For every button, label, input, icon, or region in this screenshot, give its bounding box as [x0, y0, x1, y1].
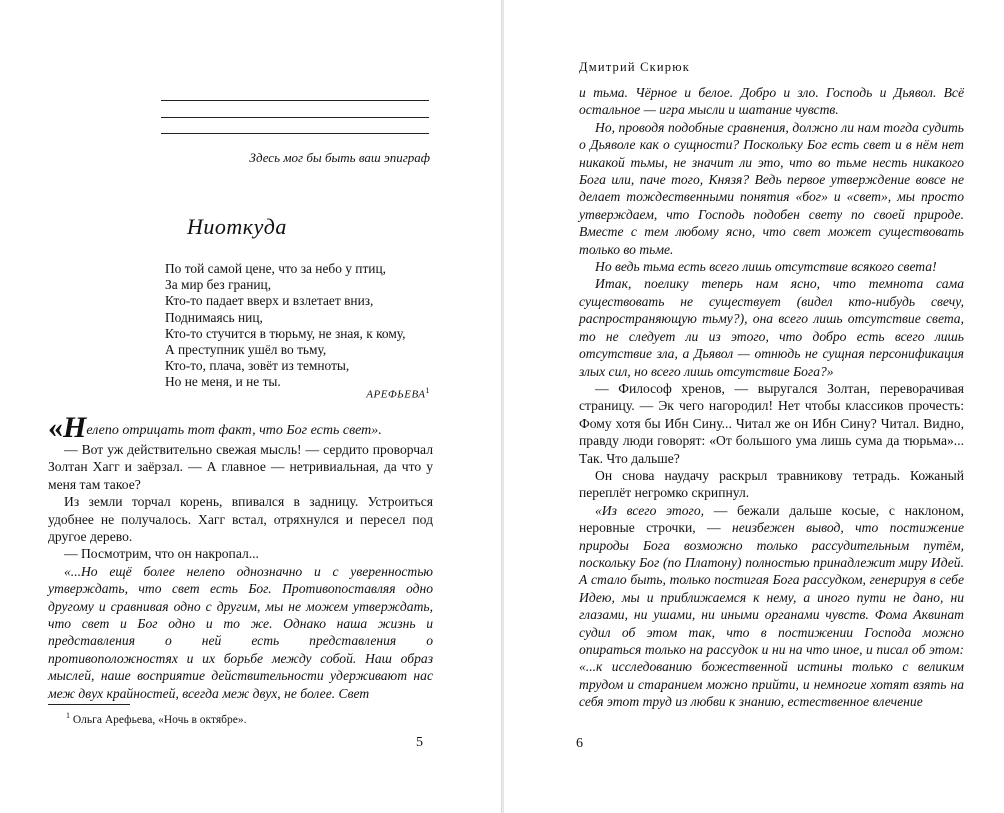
epigraph-line [161, 133, 429, 134]
paragraph-italic-part: неизбежен вывод, что постижение природы Бога возможно только рассудительным путём, поскольку Бог (по Платону) полностью принадлежит миру Идей. А стало быть, только постигая Бога рассудком, генерируя в себе Идею, мы и приближаемся к нему, а иного пути не дано, ни глазами, ни ушами, ни иными органами чувств. Фома Аквинат судил об этом так, что в постижении Господа можно опираться только на рассудок и ни на что иное, и писал об этом: «...к исследованию божественной истины только с великим трудом и старанием можно прийти, и немногие хотят взять на себя этот труд из любви к знанию, естественное влечение [579, 520, 964, 710]
paragraph: Из земли торчал корень, впивался в задницу. Устроиться удобнее не получалось. Хагг встал, отряхнулся и пересел под другое дерево. [48, 494, 433, 545]
paragraph-plain-part: — бежали дальше косые, с наклоном, неровные строчки, — [579, 502, 964, 536]
poem-line: Но не меня, и не ты. [165, 374, 281, 390]
paragraph-italic-part: «Из всего этого, [595, 502, 705, 518]
poem [165, 261, 406, 391]
right-body-text [579, 84, 964, 711]
big-quote-mark: « [48, 411, 63, 444]
footnote [66, 711, 247, 726]
paragraph-italic: и тьма. Чёрное и белое. Добро и зло. Господь и Дьявол. Всё остальное — игра мысли и шатание чувств. [579, 85, 964, 118]
opening-quote [48, 411, 382, 445]
page-number: 6 [576, 736, 583, 751]
drop-cap: Н [63, 411, 87, 444]
epigraph-line [161, 100, 429, 101]
poem-author [300, 386, 430, 401]
paragraph-italic: Но ведь тьма есть всего лишь отсутствие всякого света! [595, 259, 937, 275]
paragraph-italic: «...Но ещё более нелепо однозначно и с уверенностью утверждать, что свет есть Бог. Противопоставляя одно другому и сравнивая одно с другим, мы не можем утверждать, что свет и Бог одно и то же. Однако наша жизнь и представления о ней есть представления о противоположностях и их борьбе между собой. Наш образ мыслей, наше восприятие действительности удерживают нас меж двух крайностей, всегда меж двух, не более. Свет [48, 563, 433, 701]
poem-line: Кто-то, плача, зовёт из темноты, [165, 358, 350, 374]
right-page [503, 0, 1004, 813]
poem-line: А преступник ушёл во тьму, [165, 342, 327, 358]
paragraph-italic: Но, проводя подобные сравнения, должно ли нам тогда судить о Дьяволе как о сущности? Поскольку Бог есть свет и в нём нет никакой тьмы, не значит ли это, что во тьме несть никакого Бога или, паче того, Князя? Ведь первое утверждение вовсе не делает тождественными понятия «бог» и «свет», мы просто утверждаем, что Господь подобен свету по своей природе. Вместе с тем любому ясно, что свет может существовать только во тьме. [579, 119, 964, 257]
poem-line: За мир без границ, [165, 277, 272, 293]
paragraph: Он снова наудачу раскрыл травникову тетрадь. Кожаный переплёт негромко скрипнул. [579, 467, 964, 501]
poem-line: Кто-то стучится в тюрьму, не зная, к кому, [165, 325, 406, 341]
footnote-number: 1 [66, 711, 70, 720]
opening-quote-text: елепо отрицать тот факт, что Бог есть свет». [86, 423, 382, 438]
paragraph: — Философ хренов, — выругался Золтан, переворачивая страницу. — Эк чего нагородил! Нет чтобы классиков прочесть: Фому хотя бы Ибн Сину... Читал же он Ибн Сину? Читал. Видно, правду люди говорят: «От большого ума лишь сума да тюрьма»... Так. Что дальше? [579, 380, 964, 466]
epigraph-line [161, 117, 429, 118]
page-number: 5 [416, 735, 423, 750]
poem-line: Кто-то падает вверх и взлетает вниз, [165, 293, 374, 309]
paragraph-italic: Итак, поелику теперь нам ясно, что темнота сама существовать не существует (видел кто-нибудь свечу, распространяющую тьму?), она всего лишь отсутствие света, то не следует ли из этого, что добро есть всего лишь отсутствие зла, а Дьявол — отнюдь не сущная персонификация злых сил, но всего лишь отсутствие Бога?» [579, 276, 964, 379]
chapter-title: Ниоткуда [187, 214, 287, 239]
poem-line: По той самой цене, что за небо у птиц, [165, 261, 386, 276]
running-header: Дмитрий Скирюк [579, 60, 691, 74]
poem-line: Поднимаясь ниц, [165, 309, 263, 325]
paragraph-mixed [579, 502, 964, 711]
footnote-marker: 1 [425, 386, 430, 395]
footnote-rule [48, 704, 130, 705]
poem-author-name: АРЕФЬЕВА [366, 388, 426, 401]
footnote-text: Ольга Арефьева, «Ночь в октябре». [72, 713, 247, 726]
paragraph: — Вот уж действительно свежая мысль! — сердито проворчал Золтан Хагг и заёрзал. — А главное — нетривиальная, да что у меня там такое? [48, 442, 433, 492]
epigraph-placeholder: Здесь мог бы быть ваш эпиграф [249, 150, 430, 165]
left-body-text [48, 441, 433, 702]
paragraph: — Посмотрим, что он накропал... [64, 546, 259, 562]
